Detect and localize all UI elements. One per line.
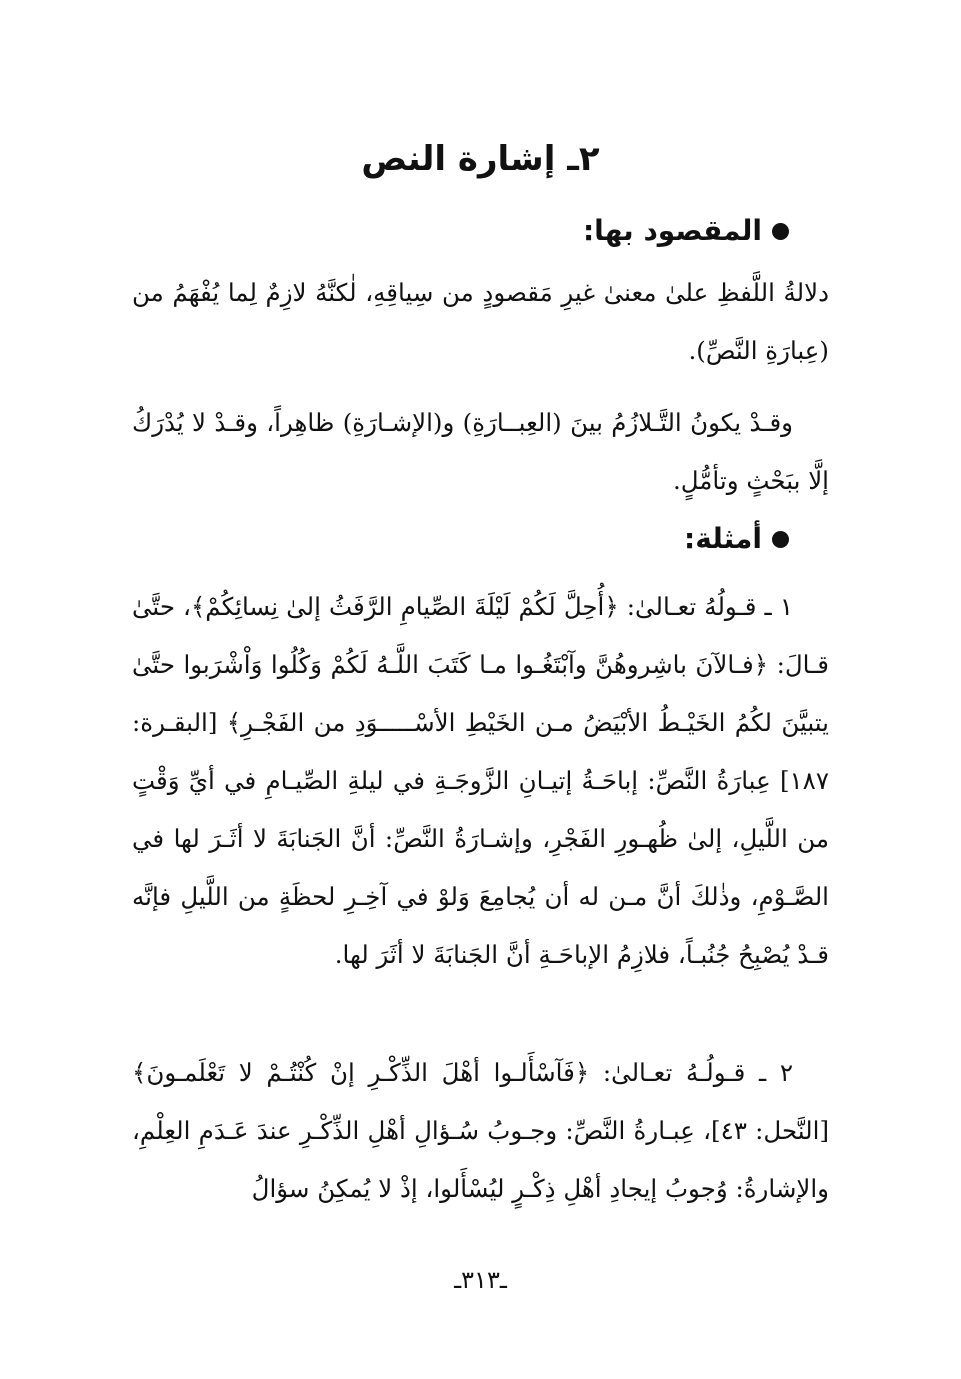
meaning-heading [583,210,789,252]
meaning-heading-label: المقصود بها: [582,214,762,247]
bullet-icon [772,223,789,240]
example-2-paragraph: ٢ ـ قـولُـهُ تعـالىٰ: ﴿فَآسْأَلـوا أهْلَ الذِّكْـرِ إنْ كُنْتُـمْ لا تَعْلَمـونَ﴾ [النَّحل: ٤٣]، عِبـارةُ النَّصِّ: وجـوبُ سُـؤالِ أهْلِ الذِّكْـرِ عندَ عَـدَمِ العِلْمِ، والإشارةُ: وُجوبُ إيجادِ أهْلِ ذِكْـرٍ ليُسْأَلوا، إذْ لا يُمكِنُ سؤالُ [132,1058,830,1203]
examples-heading [684,518,789,560]
page-title: ٢ـ إشارة النص [361,139,600,179]
bullet-icon [772,531,789,548]
definition-paragraph: دلالةُ اللَّفظِ علىٰ معنىٰ غيرِ مَقصودٍ من سِياقِهِ، لٰكنَّهُ لازِمٌ لِما يُفْهَمُ من (عِبارَةِ النَّصِّ). [132,278,829,365]
page-number: ـ٣١٣ـ [454,1266,507,1294]
example-1-paragraph: ١ ـ قـولُهُ تعـالىٰ: ﴿أُحِلَّ لَكُمْ لَيْلَةَ الصِّيامِ الرَّفَثُ إلىٰ نِسائِكُمْ﴾، حتَّىٰ قـالَ: ﴿فـالآنَ باشِروهُنَّ وآبْتَغُـوا مـا كَتَبَ اللَّـهُ لَكُمْ وَكُلُوا وَاْشْرَبوا حتَّىٰ يتبيَّنَ لكُمُ الخَيْـطُ الأبْيَضُ مـن الخَيْطِ الأسْـــــوَدِ من الفَجْـرِ﴾ [البقـرة: ١٨٧] عِبارَةُ النَّصِّ: إباحَـةُ إتيـانِ الزَّوجَـةِ في ليلةِ الصِّيـامِ في أيِّ وَقْتٍ من اللَّيلِ، إلىٰ ظُهـورِ الفَجْرِ، وإشـارَةُ النَّصِّ: أنَّ الجَنابَةَ لا أثَـرَ لها في الصَّـوْمِ، وذٰلكَ أنَّ مـن له أن يُجامِعَ وَلوْ في آخِـرِ لحظَةٍ من اللَّيلِ فإنَّه قـدْ يُصْبِحُ جُنُبـاً، فلازِمُ الإباحَـةِ أنَّ الجَنابَةَ لا أثَرَ لها. [132,592,829,969]
note-paragraph: وقـدْ يكونُ التَّـلازُمُ بينَ (العِبــارَةِ) و(الإشـارَةِ) ظاهِراً، وقـدْ لا يُدْرَكُ إلَّا ببَحْثٍ وتأمُّلٍ. [132,408,829,495]
examples-heading-label: أمثلة: [684,522,762,555]
